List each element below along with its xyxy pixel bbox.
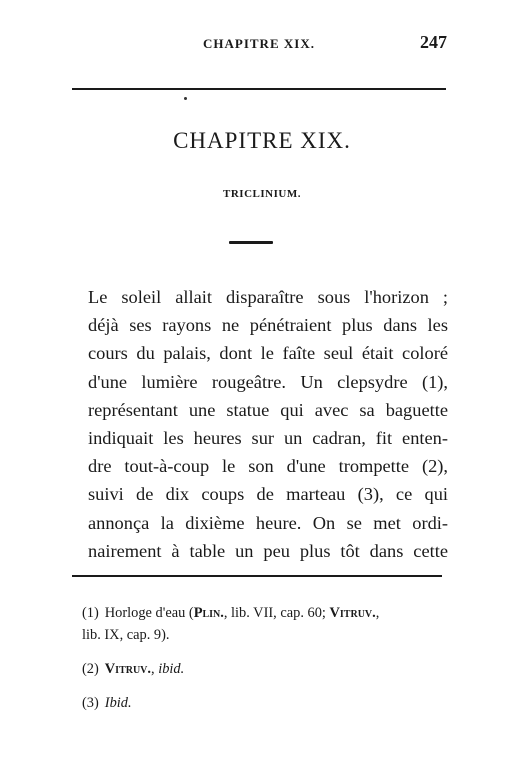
footnote-marker: (1)	[82, 605, 99, 621]
chapter-title: CHAPITRE XIX.	[173, 128, 351, 153]
body-line: nairement à table un peu plus tôt dans cette	[88, 540, 448, 561]
ink-speck	[184, 97, 187, 100]
body-line: déjà ses rayons ne pénétraient plus dans les	[88, 315, 448, 336]
body-paragraph	[88, 283, 448, 565]
footnote-2	[82, 658, 447, 680]
footnote-text: Horloge d'eau (	[104, 605, 194, 621]
page-number: 247	[420, 32, 447, 52]
body-line: dre tout-à-coup le son d'une trompette (2),	[88, 456, 448, 477]
chapter-subtitle: TRICLINIUM.	[223, 188, 301, 200]
body-line: Le soleil allait disparaître sous l'horizon ;	[88, 287, 448, 307]
footnote-reference: ibid.	[158, 661, 185, 677]
footnote-text: , lib. VII, cap. 60;	[223, 605, 330, 621]
body-line: suivi de dix coups de marteau (3), ce qui	[88, 484, 448, 505]
body-line: cours du palais, dont le faîte seul était coloré	[88, 343, 448, 364]
body-line: représentant une statue qui avec sa baguette	[88, 399, 448, 420]
footnote-author: Vitruv.	[104, 661, 151, 677]
body-line: d'une lumière rougeâtre. Un clepsydre (1),	[88, 371, 448, 392]
footnote-text: ,	[151, 661, 159, 677]
footnote-reference: Ibid.	[104, 695, 132, 711]
title-ornament-rule	[229, 241, 273, 244]
footnote-author: Vitruv.	[329, 605, 376, 621]
footnote-1	[82, 602, 447, 646]
running-head: CHAPITRE XIX.	[203, 36, 315, 51]
footnote-text: ,	[375, 605, 380, 621]
footnote-rule	[72, 575, 442, 577]
footnote-text: lib. IX, cap. 9).	[82, 627, 170, 643]
header-rule	[72, 88, 446, 90]
footnotes	[82, 602, 447, 726]
body-line: indiquait les heures sur un cadran, fit enten-	[88, 428, 448, 449]
footnote-3	[82, 692, 447, 714]
footnote-marker: (3)	[82, 695, 99, 711]
footnote-marker: (2)	[82, 661, 99, 677]
body-line: annonça la dixième heure. On se met ordi-	[88, 512, 448, 533]
footnote-author: Plin.	[193, 605, 224, 621]
